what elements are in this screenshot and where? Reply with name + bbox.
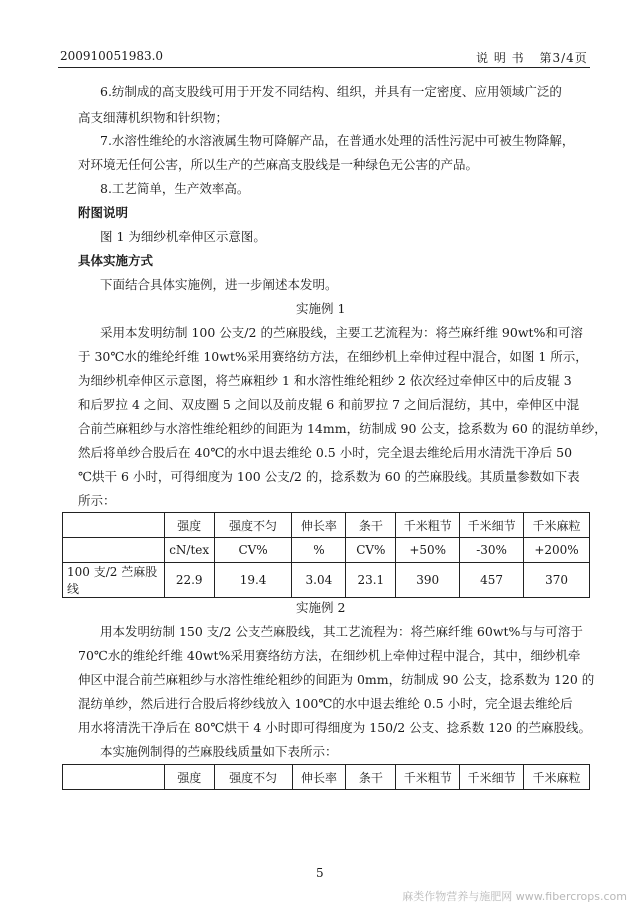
table-cell: CV% (214, 538, 292, 563)
table-row (63, 563, 590, 598)
para-7-line-1: 7.水溶性维纶的水溶液属生物可降解产品，在普通水处理的活性污泥中可被生物降解， (100, 133, 575, 148)
table-cell: 19.4 (214, 563, 292, 598)
section-heading-figures: 附图说明 (78, 205, 129, 220)
section-heading-embodiments: 具体实施方式 (78, 253, 154, 268)
example-2-line-6: 本实施例制得的苎麻股线质量如下表所示： (100, 744, 338, 759)
table-cell: CV% (346, 538, 396, 563)
table-cell: 千米细节 (460, 765, 524, 790)
site-watermark: 麻类作物营养与施肥网 www.fibercrops.com (402, 890, 627, 903)
table-cell: -30% (460, 538, 524, 563)
table-cell: 23.1 (346, 563, 396, 598)
page-number: 5 (316, 866, 324, 880)
table-header-row (63, 765, 590, 790)
example-1-line-8: 所示： (78, 493, 116, 508)
table-cell: 370 (524, 563, 590, 598)
table-cell (63, 513, 165, 538)
example-2-title: 实施例 2 (296, 600, 346, 615)
table-cell: 强度不匀 (214, 513, 292, 538)
example-2-line-4: 混纺单纱，然后进行合股后将纱线放入 100℃的水中退去维纶 0.5 小时，完全退去维纶后 (78, 696, 573, 711)
table-cell: % (292, 538, 346, 563)
page-indicator: 第3/4页 (539, 51, 588, 65)
doc-type-label: 说 明 书 (476, 51, 525, 65)
intro-paragraph: 下面结合具体实施例，进一步阐述本发明。 (100, 277, 338, 292)
table-cell: 457 (460, 563, 524, 598)
table-units-row (63, 538, 590, 563)
table-cell: 强度 (164, 765, 214, 790)
example-1-line-6: 然后将单纱合股后在 40℃的水中退去维纶 0.5 小时，完全退去维纶后用水清洗干净后 50 (78, 445, 573, 460)
header-rule (58, 67, 590, 68)
example-2-line-2: 70℃水的维纶纤维 40wt%采用赛络纺方法，在细纱机上牵伸过程中混合，其中，细纱机牵 (78, 648, 581, 663)
example-1-line-4: 和后罗拉 4 之间、双皮圈 5 之间以及前皮辊 6 和前罗拉 7 之间后混纺，其中，牵伸区中混 (78, 397, 580, 412)
para-6-line-2: 高支细薄机织物和针织物； (78, 110, 229, 125)
table-cell: +50% (396, 538, 460, 563)
table-cell: 千米细节 (460, 513, 524, 538)
table-cell: 3.04 (292, 563, 346, 598)
table-cell (63, 765, 165, 790)
table-cell: 伸长率 (292, 765, 346, 790)
table-cell: 100 支/2 苎麻股线 (63, 563, 165, 598)
example-1-line-7: ℃烘干 6 小时，可得细度为 100 公支/2 的，捻系数为 60 的苎麻股线。其质量参数如下表 (78, 469, 580, 484)
table-cell: 强度 (164, 513, 214, 538)
table-cell: 条干 (346, 513, 396, 538)
figure-1-caption: 图 1 为细纱机牵伸区示意图。 (100, 229, 266, 244)
example-1-line-2: 于 30℃水的维纶纤维 10wt%采用赛络纺方法，在细纱机上牵伸过程中混合，如图 1 所示， (78, 349, 588, 364)
example-1-title: 实施例 1 (296, 301, 346, 316)
table-cell: 强度不匀 (214, 765, 292, 790)
quality-table-example-2 (62, 764, 590, 790)
quality-table-example-1 (62, 512, 590, 598)
table-cell: 千米粗节 (396, 765, 460, 790)
table-cell: cN/tex (164, 538, 214, 563)
example-1-line-1: 采用本发明纺制 100 公支/2 的苎麻股线，主要工艺流程为：将苎麻纤维 90wt%和可溶 (100, 325, 583, 340)
example-2-line-3: 伸区中混合前苎麻粗纱与水溶性维纶粗纱的间距为 0mm，纺制成 90 公支，捻系数为 120 的 (78, 672, 595, 687)
application-number: 200910051983.0 (60, 49, 164, 63)
table-cell: 条干 (346, 765, 396, 790)
para-7-line-2: 对环境无任何公害，所以生产的苎麻高支股线是一种绿色无公害的产品。 (78, 157, 479, 172)
table-header-row (63, 513, 590, 538)
table-cell (63, 538, 165, 563)
table-cell: 390 (396, 563, 460, 598)
example-1-line-3: 为细纱机牵伸区示意图，将苎麻粗纱 1 和水溶性维纶粗纱 2 依次经过牵伸区中的后皮辊 3 (78, 373, 572, 388)
table-cell: 伸长率 (292, 513, 346, 538)
table-cell: 千米麻粒 (524, 765, 590, 790)
table-cell: 千米麻粒 (524, 513, 590, 538)
example-2-line-1: 用本发明纺制 150 支/2 公支苎麻股线，其工艺流程为：将苎麻纤维 60wt%与与可溶于 (100, 624, 583, 639)
example-1-line-5: 合前苎麻粗纱与水溶性维纶粗纱的间距为 14mm，纺制成 90 公支，捻系数为 60 的混纺单纱， (78, 421, 607, 436)
table-cell: +200% (524, 538, 590, 563)
table-cell: 千米粗节 (396, 513, 460, 538)
para-8: 8.工艺简单，生产效率高。 (100, 181, 250, 196)
table-cell: 22.9 (164, 563, 214, 598)
para-6-line-1: 6.纺制成的高支股线可用于开发不同结构、组织，并具有一定密度、应用领域广泛的 (100, 84, 562, 99)
example-2-line-5: 用水将清洗干净后在 80℃烘干 4 小时即可得细度为 150/2 公支、捻系数 120 的苎麻股线。 (78, 720, 592, 735)
header-doc-page-label (476, 49, 588, 66)
